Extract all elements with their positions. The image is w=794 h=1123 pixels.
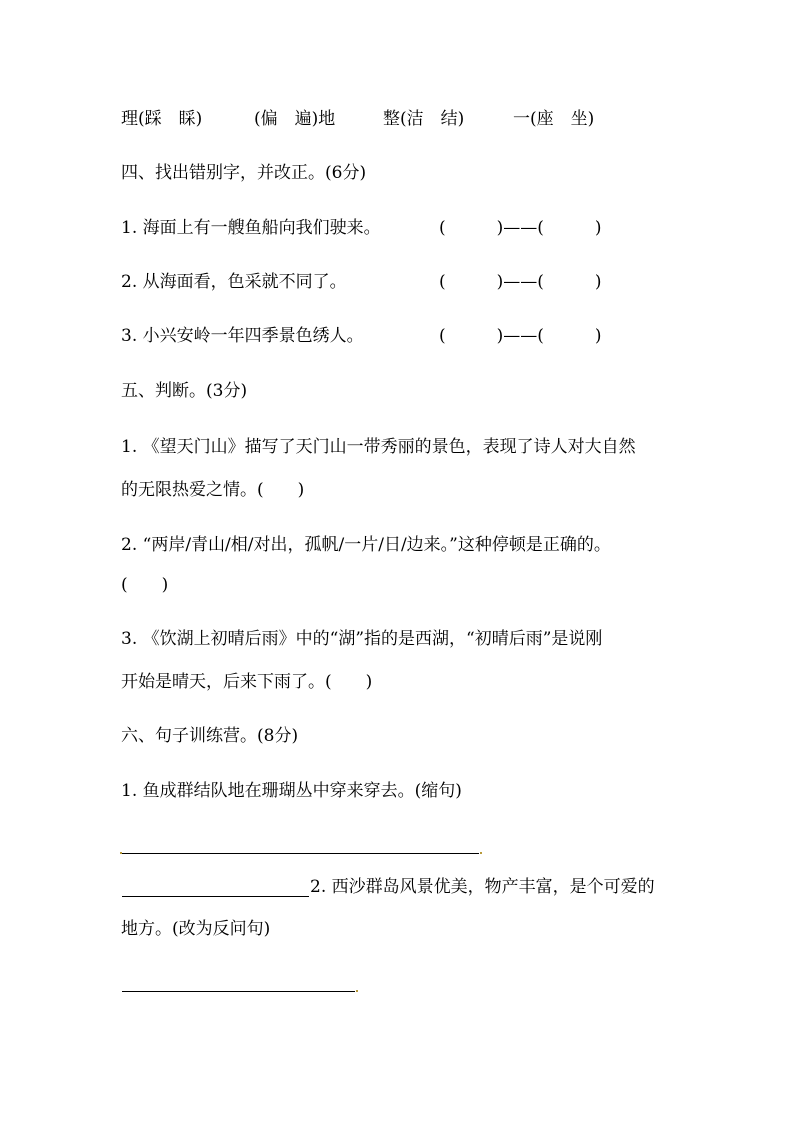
mark-dot bbox=[356, 990, 358, 992]
answer-line-1[interactable] bbox=[122, 853, 479, 854]
correction-blank[interactable]: ( )——( ) bbox=[439, 272, 602, 292]
question-text: 2. 从海面看，色采就不同了。 bbox=[121, 272, 347, 292]
word-choice-4: 一(座 坐) bbox=[513, 109, 595, 129]
section-4-question-3 bbox=[121, 325, 641, 347]
question-text: 3. 小兴安岭一年四季景色绣人。 bbox=[121, 326, 364, 346]
correction-blank[interactable]: ( )——( ) bbox=[439, 326, 602, 346]
section-4-question-2 bbox=[121, 271, 641, 293]
section-6-q1: 1. 鱼成群结队地在珊瑚丛中穿来穿去。(缩句) bbox=[121, 781, 462, 801]
section-5-q3-line1: 3. 《饮湖上初晴后雨》中的“湖”指的是西湖，“初晴后雨”是说刚 bbox=[121, 629, 603, 649]
word-choice-1: 理(踩 睬) bbox=[121, 109, 203, 129]
section-4-question-1 bbox=[121, 217, 641, 239]
section-5-heading: 五、判断。(3分) bbox=[121, 381, 248, 401]
section-5-q2-line2[interactable]: ( ) bbox=[121, 575, 169, 595]
section-6-q2-line2: 地方。(改为反问句) bbox=[121, 919, 271, 939]
mark-dot bbox=[480, 852, 482, 854]
answer-line-2[interactable] bbox=[122, 896, 309, 897]
section-4-heading: 四、找出错别字，并改正。(6分) bbox=[121, 163, 367, 183]
answer-line-3[interactable] bbox=[122, 991, 355, 992]
word-choice-3: 整(洁 结) bbox=[383, 109, 465, 129]
question-text: 1. 海面上有一艘鱼船向我们驶来。 bbox=[121, 218, 381, 238]
section-5-q2-line1: 2. “两岸/青山/相/对出，孤帆/一片/日/边来。”这种停顿是正确的。 bbox=[121, 535, 611, 555]
section-6-heading: 六、句子训练营。(8分) bbox=[121, 726, 299, 746]
word-choice-2: (偏 遍)地 bbox=[254, 109, 336, 129]
correction-blank[interactable]: ( )——( ) bbox=[439, 218, 602, 238]
section-6-q2-line1: 2. 西沙群岛风景优美，物产丰富，是个可爱的 bbox=[310, 877, 655, 897]
section-5-q1-line2[interactable]: 的无限热爱之情。( ) bbox=[121, 480, 305, 500]
section-5-q3-line2[interactable]: 开始是晴天，后来下雨了。( ) bbox=[121, 672, 373, 692]
section-5-q1-line1: 1. 《望天门山》描写了天门山一带秀丽的景色，表现了诗人对大自然 bbox=[121, 437, 636, 457]
